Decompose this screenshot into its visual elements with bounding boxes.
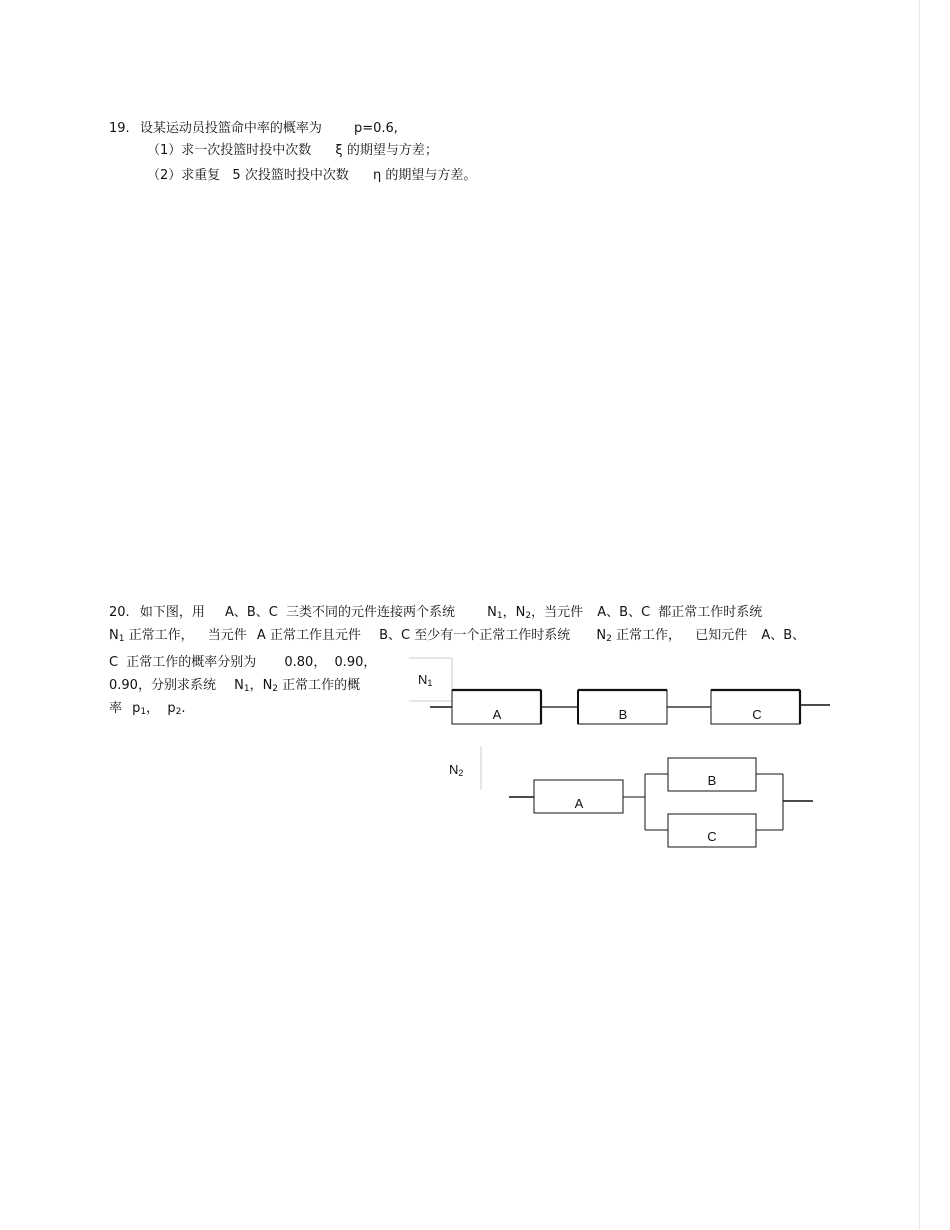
n1-series-system — [430, 690, 830, 724]
n2-system — [509, 758, 813, 847]
q19-stem-value: p=0.6, — [353, 121, 398, 136]
q20-line5: 率 $p_1$， $p_2$. — [109, 701, 186, 717]
q20-line2: $N_1$ 正常工作， 当元件 A 正常工作且元件 B、C 至少有一个正常工作时系统 $N_2$ 正常工作， 已知元件 A、B、 — [109, 628, 806, 644]
q20-line1: 20. 如下图，用 A、B、C 三类不同的元件连接两个系统 $N_1$，$N_2$，当元件 A、B、C 都正常工作时系统 — [109, 605, 763, 621]
q20-number: 20. — [109, 605, 130, 620]
n2-box-a-label: A — [574, 796, 584, 811]
n2-box-c-label: C — [707, 829, 717, 844]
q19-number: 19. — [109, 121, 130, 136]
n1-label: N1 — [418, 672, 433, 688]
n2-box-b-label: B — [707, 773, 717, 788]
n1-box-c-label: C — [752, 707, 762, 722]
q19-sub2: （2）求重复 5 次投篮时投中次数 η 的期望与方差。 — [147, 168, 477, 183]
n1-box-b-label: B — [618, 707, 628, 722]
n2-label: N2 — [449, 762, 464, 778]
q20-line4: 0.90，分别求系统 $N_1$，$N_2$ 正常工作的概 — [109, 678, 361, 694]
n1-box-a-label: A — [492, 707, 502, 722]
q19-stem-text: 设某运动员投篮命中率的概率为 — [139, 121, 322, 136]
q19-sub1: （1）求一次投篮时投中次数 ξ 的期望与方差； — [147, 143, 438, 158]
q20-line3: C 正常工作的概率分别为 0.80， 0.90， — [109, 655, 377, 670]
